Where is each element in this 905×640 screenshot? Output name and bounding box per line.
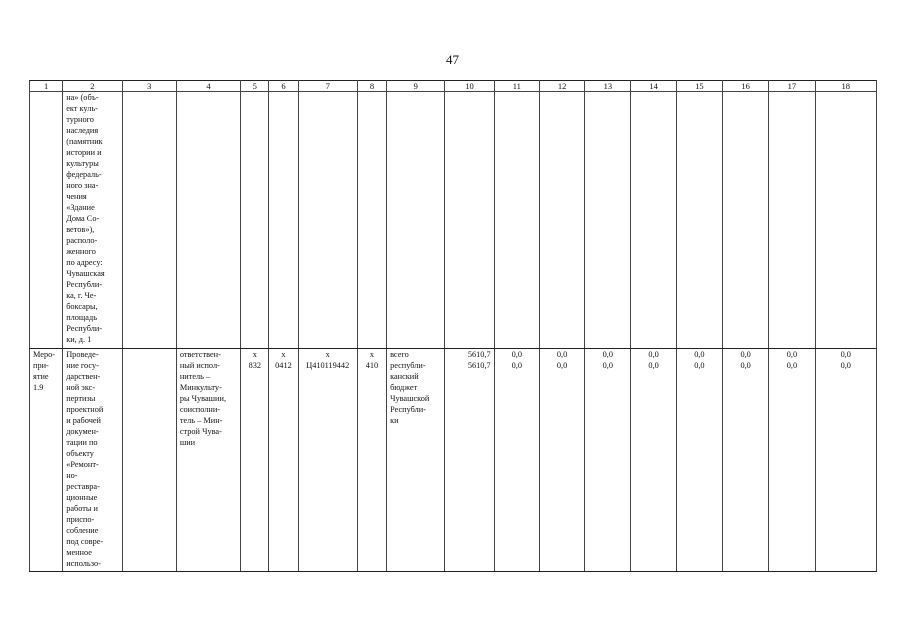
amount-cell [631, 349, 676, 572]
funding-source-cell [387, 349, 445, 572]
cell-value: 0,0 [511, 350, 522, 359]
column-header: 2 [63, 81, 122, 92]
cell-value: 0,0 [556, 361, 568, 370]
cell-value: х [369, 350, 375, 359]
column-header: 12 [539, 81, 584, 92]
cell-value: 0,0 [511, 361, 522, 370]
amount-cell [723, 349, 769, 572]
cell-value: всего [390, 350, 409, 359]
amount-cell [676, 349, 722, 572]
column-header: 10 [445, 81, 494, 92]
column-header: 18 [815, 81, 876, 92]
cell-value: х [325, 350, 330, 359]
cell-value: 0,0 [602, 350, 614, 359]
cell-value: 0,0 [602, 361, 614, 370]
expense-group-cell [357, 349, 386, 572]
measure-id-cell: Меро- при- ятие 1.9 [30, 349, 63, 572]
column-header: 16 [723, 81, 769, 92]
amount-cell [539, 349, 584, 572]
empty-cell [122, 349, 176, 572]
amount-cell [494, 349, 539, 572]
cell-value: 0,0 [694, 361, 705, 370]
column-header: 6 [269, 81, 298, 92]
cell-value: 0,0 [556, 350, 568, 359]
measure-name-cell: Проведе- ние госу- дарствен- ной экс- пертизы проектной и рабочей докумен- тации по объекту «Ремонт- но- реставра- ционные работы и приспо- собление под совре- менное использо- [63, 349, 122, 572]
column-header: 4 [176, 81, 240, 92]
cell-value: 832 [248, 361, 262, 370]
column-header: 1 [30, 81, 63, 92]
column-header: 15 [676, 81, 722, 92]
cell-value: Ц410119442 [306, 361, 350, 370]
amount-cell [445, 349, 494, 572]
cell-value: 0,0 [648, 361, 659, 370]
cell-value: 0,0 [740, 361, 751, 370]
continuation-row [30, 92, 877, 349]
page-number: 47 [446, 52, 459, 67]
grbs-cell [241, 349, 269, 572]
amount-cell [585, 349, 631, 572]
column-header: 11 [494, 81, 539, 92]
column-number-row [30, 81, 877, 92]
cell-value: х [252, 350, 257, 359]
column-header: 17 [769, 81, 815, 92]
program-table [29, 80, 877, 572]
cell-value: республи- канский бюджет Чувашской Республи- ки [390, 361, 430, 425]
continued-name-cell: на» (объ- ект куль- турного наследия (памятник истории и культуры федераль- ного зна- чения «Здание Дома Со- ветов»), располо- женного по адресу: Чувашская Республи- ка, г. Че- боксары, площадь Республи- ки, д. 1 [63, 92, 122, 349]
cell-value: 410 [365, 361, 379, 370]
cell-value: 0,0 [648, 350, 659, 359]
column-header: 8 [357, 81, 386, 92]
column-header: 5 [241, 81, 269, 92]
amount-cell [815, 349, 876, 572]
column-header: 7 [298, 81, 357, 92]
cell-value: 5610,7 [467, 350, 491, 359]
amount-cell [769, 349, 815, 572]
cell-value: 5610,7 [467, 361, 491, 370]
executor-cell: ответствен- ный испол- нитель – Минкульту- ры Чувашии, соисполни- тель – Мин- строй Чува- шии [176, 349, 240, 572]
measure-row [30, 349, 877, 572]
column-header: 3 [122, 81, 176, 92]
target-article-cell [298, 349, 357, 572]
cell-value: 0,0 [740, 350, 751, 359]
section-code-cell [269, 349, 298, 572]
cell-value: 0,0 [786, 350, 798, 359]
column-header: 13 [585, 81, 631, 92]
column-header: 9 [387, 81, 445, 92]
column-header: 14 [631, 81, 676, 92]
cell-value: 0412 [275, 361, 292, 370]
cell-value: 0,0 [840, 361, 851, 370]
cell-value: 0,0 [786, 361, 798, 370]
cell-value: х [281, 350, 286, 359]
cell-value: 0,0 [694, 350, 705, 359]
cell-value: 0,0 [840, 350, 851, 359]
